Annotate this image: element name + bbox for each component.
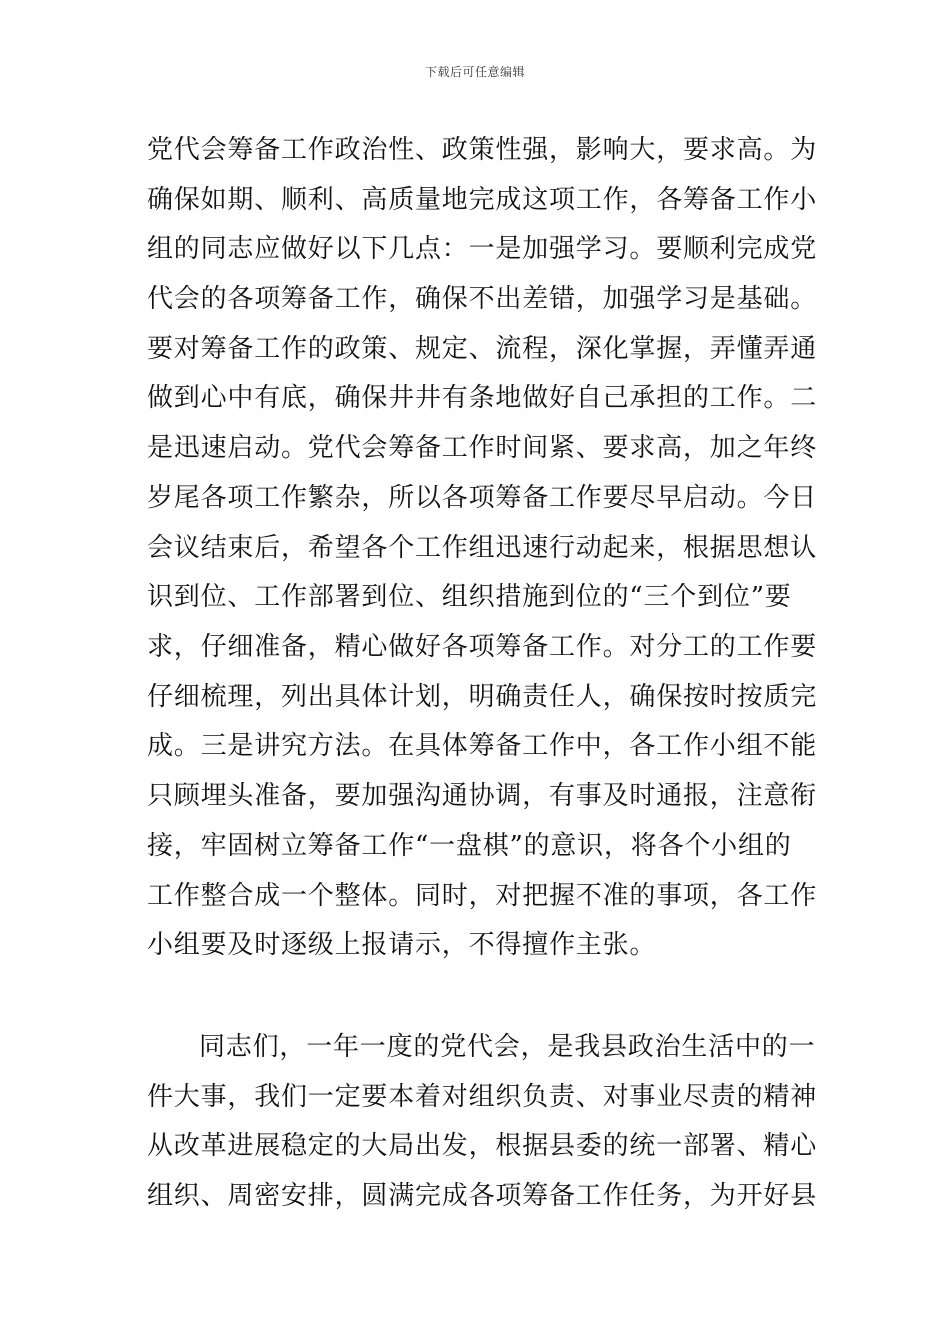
text-line: 小组要及时逐级上报请示，不得擅作主张。 — [147, 930, 657, 960]
text-line: 接，牢固树立筹备工作“一盘棋”的意识，将各个小组的 — [147, 831, 792, 861]
text-line: 确保如期、顺利、高质量地完成这项工作，各筹备工作小 — [147, 185, 818, 215]
text-line: 同志们，一年一度的党代会，是我县政治生活中的一 — [199, 1032, 816, 1062]
text-line: 识到位、工作部署到位、组织措施到位的“三个到位”要 — [147, 582, 792, 612]
text-line: 党代会筹备工作政治性、政策性强，影响大，要求高。为 — [147, 135, 818, 165]
text-line: 求，仔细准备，精心做好各项筹备工作。对分工的工作要 — [147, 632, 818, 662]
text-line: 岁尾各项工作繁杂，所以各项筹备工作要尽早启动。今日 — [147, 483, 818, 513]
text-line: 会议结束后，希望各个工作组迅速行动起来，根据思想认 — [147, 533, 818, 563]
text-line: 是迅速启动。党代会筹备工作时间紧、要求高，加之年终 — [147, 433, 818, 463]
text-line: 组的同志应做好以下几点：一是加强学习。要顺利完成党 — [147, 234, 818, 264]
text-line: 组织、周密安排，圆满完成各项筹备工作任务，为开好县 — [147, 1181, 818, 1211]
text-line: 工作整合成一个整体。同时，对把握不准的事项，各工作 — [147, 881, 818, 911]
text-line: 成。三是讲究方法。在具体筹备工作中，各工作小组不能 — [147, 731, 818, 761]
text-line: 件大事，我们一定要本着对组织负责、对事业尽责的精神 — [147, 1082, 818, 1112]
text-line: 要对筹备工作的政策、规定、流程，深化掌握，弄懂弄通 — [147, 334, 818, 364]
text-line: 做到心中有底，确保井井有条地做好自己承担的工作。二 — [147, 383, 818, 413]
text-line: 从改革进展稳定的大局出发，根据县委的统一部署、精心 — [147, 1131, 818, 1161]
text-line: 代会的各项筹备工作，确保不出差错，加强学习是基础。 — [147, 284, 818, 314]
text-line: 只顾埋头准备，要加强沟通协调，有事及时通报，注意衔 — [147, 781, 818, 811]
text-line: 仔细梳理，列出具体计划，明确责任人，确保按时按质完 — [147, 682, 818, 712]
page-header: 下载后可任意编辑 — [424, 65, 525, 79]
